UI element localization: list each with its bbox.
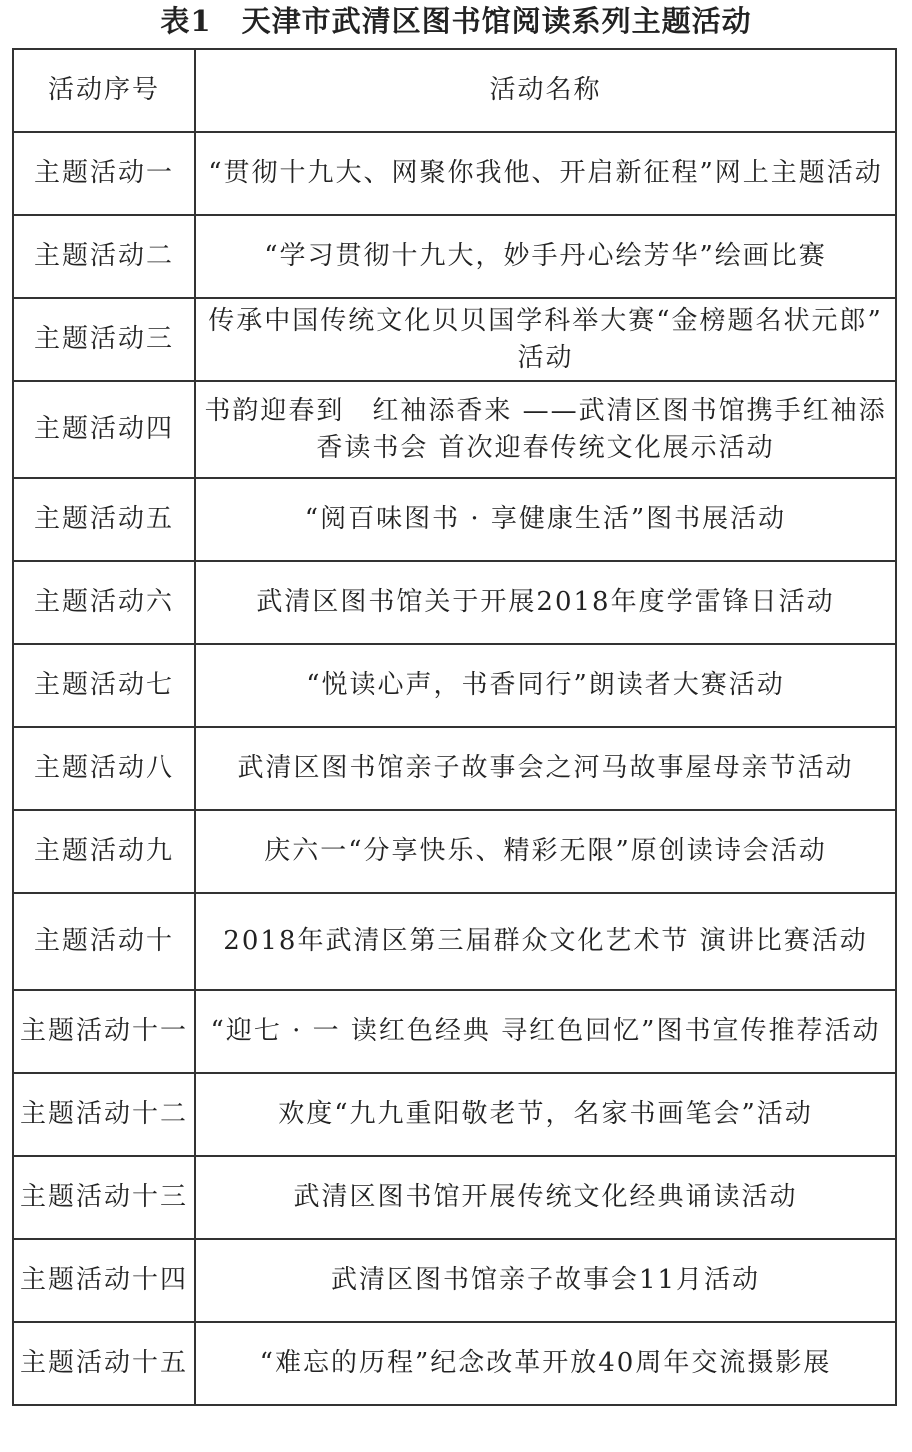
table-row (13, 1322, 896, 1405)
table-row (13, 727, 896, 810)
table-row (13, 381, 896, 478)
table-row (13, 990, 896, 1073)
table-number: 表1 (160, 4, 212, 38)
activity-name: 武清区图书馆亲子故事会之河马故事屋母亲节活动 (195, 727, 896, 810)
activity-name: “贯彻十九大、网聚你我他、开启新征程”网上主题活动 (195, 132, 896, 215)
activity-name: “迎七 · 一 读红色经典 寻红色回忆”图书宣传推荐活动 (195, 990, 896, 1073)
table-header-row (13, 49, 896, 132)
header-activity-name: 活动名称 (195, 49, 896, 132)
table-row (13, 561, 896, 644)
activity-number: 主题活动十 (13, 893, 195, 990)
activity-number: 主题活动七 (13, 644, 195, 727)
activity-name: 武清区图书馆开展传统文化经典诵读活动 (195, 1156, 896, 1239)
table-caption (0, 0, 912, 46)
activity-number: 主题活动十一 (13, 990, 195, 1073)
table-row (13, 1156, 896, 1239)
activity-number: 主题活动十五 (13, 1322, 195, 1405)
table-row (13, 215, 896, 298)
activity-number: 主题活动十二 (13, 1073, 195, 1156)
activity-number: 主题活动一 (13, 132, 195, 215)
table-title: 天津市武清区图书馆阅读系列主题活动 (241, 4, 752, 38)
activity-name: 欢度“九九重阳敬老节，名家书画笔会”活动 (195, 1073, 896, 1156)
table-row (13, 644, 896, 727)
activity-name: 书韵迎春到 红袖添香来 ——武清区图书馆携手红袖添香读书会 首次迎春传统文化展示活动 (195, 381, 896, 478)
activity-number: 主题活动九 (13, 810, 195, 893)
activity-name: “学习贯彻十九大，妙手丹心绘芳华”绘画比赛 (195, 215, 896, 298)
activity-name: “阅百味图书 · 享健康生活”图书展活动 (195, 478, 896, 561)
activity-name: 传承中国传统文化贝贝国学科举大赛“金榜题名状元郎” 活动 (195, 298, 896, 381)
activity-number: 主题活动二 (13, 215, 195, 298)
activity-name: “悦读心声，书香同行”朗读者大赛活动 (195, 644, 896, 727)
table-row (13, 893, 896, 990)
activity-name: 庆六一“分享快乐、精彩无限”原创读诗会活动 (195, 810, 896, 893)
table-row (13, 478, 896, 561)
table-row (13, 298, 896, 381)
table-row (13, 1239, 896, 1322)
activity-name: 2018年武清区第三届群众文化艺术节 演讲比赛活动 (195, 893, 896, 990)
activity-number: 主题活动四 (13, 381, 195, 478)
activity-number: 主题活动十三 (13, 1156, 195, 1239)
header-activity-number: 活动序号 (13, 49, 195, 132)
activity-number: 主题活动三 (13, 298, 195, 381)
activity-name: 武清区图书馆亲子故事会11月活动 (195, 1239, 896, 1322)
activity-name: 武清区图书馆关于开展2018年度学雷锋日活动 (195, 561, 896, 644)
activity-number: 主题活动五 (13, 478, 195, 561)
table-row (13, 810, 896, 893)
activity-number: 主题活动十四 (13, 1239, 195, 1322)
table-row (13, 1073, 896, 1156)
table-row (13, 132, 896, 215)
activity-number: 主题活动八 (13, 727, 195, 810)
activity-number: 主题活动六 (13, 561, 195, 644)
activity-name: “难忘的历程”纪念改革开放40周年交流摄影展 (195, 1322, 896, 1405)
activities-table (12, 48, 897, 1406)
